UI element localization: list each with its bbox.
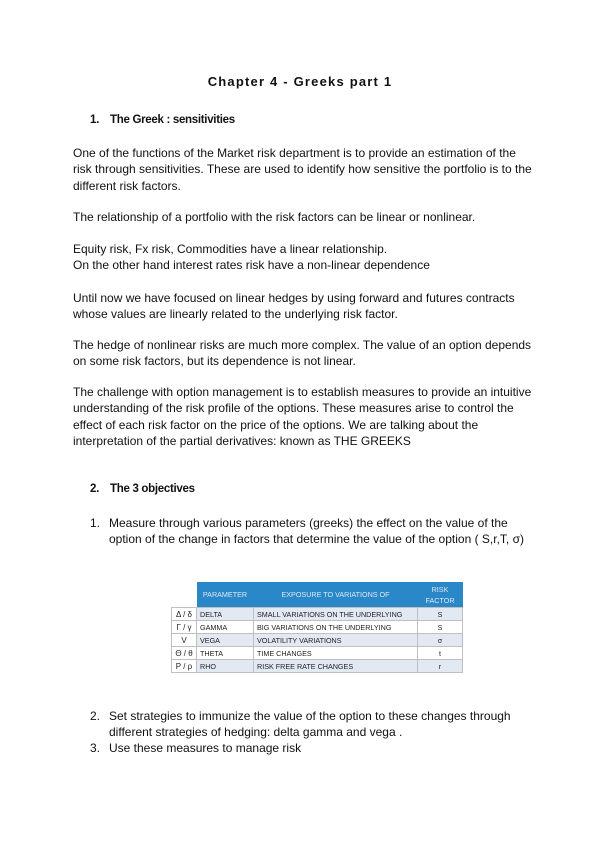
paragraph-nonlinear-hedge: The hedge of nonlinear risks are much more complex. The value of an option depends on some risk factors, but its dependence is not linear.: [73, 338, 532, 369]
section-1-title: The Greek : sensitivities: [110, 114, 235, 126]
section-1-number: 1.: [90, 114, 99, 126]
list-item-text: Measure through various parameters (greeks) the effect on the value of the option of the change in factors that determine the value of the option ( S,r,T, σ): [109, 516, 524, 547]
paragraph-challenge: The challenge with option management is to establish measures to provide an intuitive understanding of the risk profile of the options. These measures arise to control the effect of each risk factor on the price of the options. We are talking about the interpretation of the partial derivatives: known as THE GREEKS: [73, 385, 532, 449]
table-cell-symbol: Δ / δ: [172, 608, 197, 621]
greeks-table: [171, 582, 463, 673]
section-2-heading: [90, 483, 195, 495]
section-2-number: 2.: [90, 483, 99, 495]
table-header-row: [172, 582, 463, 608]
table-header-risk-factor: [418, 582, 463, 608]
table-cell-symbol: Ρ / ρ: [172, 660, 197, 673]
table-cell-exposure: TIME CHANGES: [254, 647, 418, 660]
greeks-table-image: [171, 582, 462, 676]
paragraph-nonlinear-risks: On the other hand interest rates risk have a non-linear dependence: [73, 258, 430, 272]
list-item-number: 2.: [90, 709, 101, 723]
table-header-risk-line2: FACTOR: [425, 595, 455, 605]
list-item: [90, 740, 530, 756]
section-1-heading: [90, 114, 235, 126]
paragraph-linear-hedges: Until now we have focused on linear hedges by using forward and futures contracts whose values are linearly related to the underlying risk factor.: [73, 291, 515, 322]
table-cell-parameter: VEGA: [197, 634, 254, 647]
list-item: [90, 515, 530, 548]
table-row: [172, 621, 463, 634]
table-cell-symbol: Θ / θ: [172, 647, 197, 660]
table-header-exposure: EXPOSURE TO VARIATIONS OF: [254, 582, 418, 608]
table-header-parameter: PARAMETER: [197, 582, 254, 608]
table-cell-risk: t: [418, 647, 463, 660]
paragraph-linear-risks: Equity risk, Fx risk, Commodities have a linear relationship.: [73, 242, 388, 256]
list-item: [90, 708, 530, 741]
table-cell-parameter: GAMMA: [197, 621, 254, 634]
table-cell-risk: r: [418, 660, 463, 673]
paragraph-relationship: The relationship of a portfolio with the risk factors can be linear or nonlinear.: [73, 210, 476, 224]
table-header-risk-line1: RISK: [431, 584, 449, 594]
paragraph-intro: One of the functions of the Market risk department is to provide an estimation of the risk through sensitivities. These are used to identify how sensitive the portfolio is to the different risk factors.: [73, 146, 532, 193]
table-cell-symbol: Γ / γ: [172, 621, 197, 634]
table-row: [172, 608, 463, 621]
table-cell-parameter: THETA: [197, 647, 254, 660]
table-cell-exposure: SMALL VARIATIONS ON THE UNDERLYING: [254, 608, 418, 621]
list-item-number: 1.: [90, 516, 101, 530]
table-cell-exposure: BIG VARIATIONS ON THE UNDERLYING: [254, 621, 418, 634]
table-row: [172, 647, 463, 660]
table-row: [172, 660, 463, 673]
table-cell-parameter: RHO: [197, 660, 254, 673]
table-cell-exposure: VOLATILITY VARIATIONS: [254, 634, 418, 647]
table-cell-parameter: DELTA: [197, 608, 254, 621]
table-header-blank: [172, 582, 197, 608]
section-2-title: The 3 objectives: [110, 483, 195, 495]
table-cell-exposure: RISK FREE RATE CHANGES: [254, 660, 418, 673]
table-cell-risk: S: [418, 608, 463, 621]
list-item-number: 3.: [90, 741, 101, 755]
table-cell-symbol: V: [172, 634, 197, 647]
list-item-text: Set strategies to immunize the value of the option to these changes through different strategies of hedging: delta gamma and vega .: [109, 709, 511, 740]
page-title: Chapter 4 - Greeks part 1: [207, 74, 393, 89]
table-cell-risk: σ: [418, 634, 463, 647]
list-item-text: Use these measures to manage risk: [109, 741, 302, 755]
table-row: [172, 634, 463, 647]
table-cell-risk: S: [418, 621, 463, 634]
